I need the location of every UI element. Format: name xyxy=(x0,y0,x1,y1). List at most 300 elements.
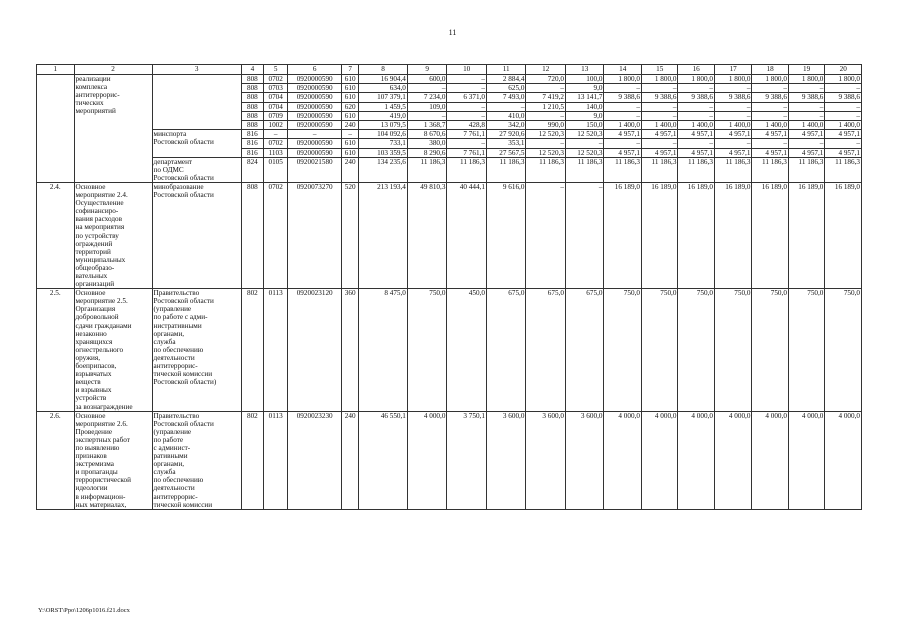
value-col-10: – xyxy=(447,75,487,84)
value-col-7: 620 xyxy=(342,102,359,111)
value-col-18: 11 186,3 xyxy=(752,157,788,182)
value-col-5: 0702 xyxy=(264,139,288,148)
value-col-9: 8 670,6 xyxy=(407,130,447,139)
value-col-9: 11 186,3 xyxy=(407,157,447,182)
value-col-18: 4 000,0 xyxy=(752,411,788,509)
row-number: 2.5. xyxy=(37,289,75,411)
value-col-10: 450,0 xyxy=(447,289,487,411)
activity-name-line: муниципальных xyxy=(75,255,126,264)
value-col-17: 1 800,0 xyxy=(714,75,752,84)
value-col-4: 808 xyxy=(241,93,263,102)
value-col-16: – xyxy=(678,139,714,148)
value-col-11: 342,0 xyxy=(486,120,526,129)
value-col-17: 9 388,6 xyxy=(714,93,752,102)
value-col-9: 750,0 xyxy=(407,289,447,411)
value-col-12: 11 186,3 xyxy=(526,157,566,182)
value-col-18: 9 388,6 xyxy=(752,93,788,102)
activity-name-line: и пропаганды xyxy=(75,468,118,477)
activity-name-line: оружия, xyxy=(75,353,101,362)
executor-dept-odms-line: департамент xyxy=(153,157,193,166)
table-row xyxy=(37,157,862,182)
value-col-10: 40 444,1 xyxy=(447,182,487,288)
activity-name-line: Проведение xyxy=(75,427,113,436)
value-col-12: 1 210,5 xyxy=(526,102,566,111)
executor-name-line: Ростовской области xyxy=(153,297,214,306)
value-col-17: 11 186,3 xyxy=(714,157,752,182)
value-col-20: – xyxy=(825,102,862,111)
value-col-15: – xyxy=(641,139,677,148)
value-col-6: 0920023120 xyxy=(288,289,342,411)
value-col-10: – xyxy=(447,102,487,111)
activity-name-line: взрывчатых xyxy=(75,370,112,379)
value-col-14: 9 388,6 xyxy=(604,93,642,102)
value-col-19: – xyxy=(788,139,824,148)
value-col-5: 0702 xyxy=(264,182,288,288)
value-col-7: 520 xyxy=(342,182,359,288)
value-col-6: 0920000590 xyxy=(288,84,342,93)
activity-name-line: признаков xyxy=(75,452,107,461)
activity-name-line: Основное xyxy=(75,289,106,298)
value-col-12: – xyxy=(526,139,566,148)
activity-name-line: по устройству xyxy=(75,231,119,240)
value-col-18: 16 189,0 xyxy=(752,182,788,288)
executor-name-line: тической комиссии xyxy=(153,500,213,509)
value-col-14: 1 400,0 xyxy=(604,120,642,129)
activity-name-line: вания расходов xyxy=(75,215,123,224)
column-header-12: 12 xyxy=(526,65,566,75)
executor-name-line: Правительство xyxy=(153,411,200,420)
value-col-16: 4 957,1 xyxy=(678,130,714,139)
value-col-6: 0920000590 xyxy=(288,120,342,129)
value-col-4: 816 xyxy=(241,130,263,139)
value-col-6: 0920021580 xyxy=(288,157,342,182)
value-col-5: 0704 xyxy=(264,102,288,111)
executor-name-line: Ростовской области xyxy=(153,419,214,428)
value-col-11: 3 600,0 xyxy=(486,411,526,509)
value-col-15: 16 189,0 xyxy=(641,182,677,288)
value-col-13: 3 600,0 xyxy=(565,411,604,509)
executor-minsport-line: Ростовской области xyxy=(153,138,214,147)
value-col-9: 7 234,0 xyxy=(407,93,447,102)
value-col-15: 750,0 xyxy=(641,289,677,411)
value-col-19: 750,0 xyxy=(788,289,824,411)
executor-name-line: деятельности xyxy=(153,353,195,362)
value-col-7: 610 xyxy=(342,139,359,148)
value-col-18: – xyxy=(752,111,788,120)
activity-name xyxy=(74,411,152,509)
value-col-16: – xyxy=(678,111,714,120)
value-col-6: 0920000590 xyxy=(288,102,342,111)
column-header-4: 4 xyxy=(241,65,263,75)
activity-name-line: хранящихся xyxy=(75,337,113,346)
column-header-6: 6 xyxy=(288,65,342,75)
value-col-8: 104 092,6 xyxy=(359,130,408,139)
value-col-8: 46 550,1 xyxy=(359,411,408,509)
value-col-20: – xyxy=(825,84,862,93)
executor-name-line: ративными xyxy=(153,452,188,461)
value-col-10: – xyxy=(447,139,487,148)
value-col-16: 9 388,6 xyxy=(678,93,714,102)
value-col-12: 675,0 xyxy=(526,289,566,411)
activity-name-line: боеприпасов, xyxy=(75,362,117,371)
value-col-18: 1 800,0 xyxy=(752,75,788,84)
activity-name-line: антитеррорис- xyxy=(75,91,120,100)
value-col-15: 4 957,1 xyxy=(641,130,677,139)
value-col-9: 380,0 xyxy=(407,139,447,148)
value-col-14: 11 186,3 xyxy=(604,157,642,182)
activity-name-line: мероприятие 2.4. xyxy=(75,191,128,200)
column-header-14: 14 xyxy=(604,65,642,75)
value-col-18: – xyxy=(752,84,788,93)
activity-name-line: Основное xyxy=(75,182,106,191)
value-col-14: – xyxy=(604,102,642,111)
header-row xyxy=(37,65,862,75)
value-col-9: 109,0 xyxy=(407,102,447,111)
executor-minsport xyxy=(152,130,241,158)
executor-cell xyxy=(152,75,241,130)
value-col-8: 13 079,5 xyxy=(359,120,408,129)
value-col-13: 12 520,3 xyxy=(565,130,604,139)
value-col-4: 816 xyxy=(241,139,263,148)
executor-name-line: нистративными xyxy=(153,321,202,330)
value-col-14: 16 189,0 xyxy=(604,182,642,288)
column-header-18: 18 xyxy=(752,65,788,75)
activity-name xyxy=(74,75,152,183)
value-col-15: – xyxy=(641,84,677,93)
value-col-16: 16 189,0 xyxy=(678,182,714,288)
value-col-9: 49 810,3 xyxy=(407,182,447,288)
executor-name-line: по работе с адми- xyxy=(153,313,208,322)
value-col-9: 1 368,7 xyxy=(407,120,447,129)
table-row-row-2-4 xyxy=(37,182,862,288)
value-col-16: 1 400,0 xyxy=(678,120,714,129)
value-col-20: – xyxy=(825,139,862,148)
value-col-19: 9 388,6 xyxy=(788,93,824,102)
value-col-4: 816 xyxy=(241,148,263,157)
value-col-14: 4 957,1 xyxy=(604,148,642,157)
value-col-6: 0920000590 xyxy=(288,148,342,157)
value-col-18: 1 400,0 xyxy=(752,120,788,129)
value-col-13: – xyxy=(565,139,604,148)
value-col-7: 240 xyxy=(342,157,359,182)
value-col-16: – xyxy=(678,102,714,111)
activity-name-line: веществ xyxy=(75,378,101,387)
column-header-8: 8 xyxy=(359,65,408,75)
value-col-12: – xyxy=(526,111,566,120)
value-col-8: 634,0 xyxy=(359,84,408,93)
value-col-7: 610 xyxy=(342,111,359,120)
executor-name-line: антитеррорис- xyxy=(153,492,198,501)
activity-name-line: ных материалах, xyxy=(75,500,127,509)
row-number: 2.4. xyxy=(37,182,75,288)
value-col-8: 103 359,5 xyxy=(359,148,408,157)
activity-name-line: софинансиро- xyxy=(75,207,119,216)
activity-name-line: на мероприятия xyxy=(75,223,125,232)
value-col-20: 9 388,6 xyxy=(825,93,862,102)
value-col-12: – xyxy=(526,84,566,93)
value-col-20: – xyxy=(825,111,862,120)
activity-name-line: огнестрельного xyxy=(75,345,124,354)
value-col-7: 610 xyxy=(342,93,359,102)
activity-name-line: по выявлению xyxy=(75,443,120,452)
executor-name-line: по обеспечению xyxy=(153,476,204,485)
value-col-8: 8 475,0 xyxy=(359,289,408,411)
value-col-6: 0920000590 xyxy=(288,111,342,120)
value-col-16: 4 957,1 xyxy=(678,148,714,157)
value-col-19: 1 800,0 xyxy=(788,75,824,84)
value-col-18: – xyxy=(752,102,788,111)
column-header-11: 11 xyxy=(486,65,526,75)
value-col-10: – xyxy=(447,84,487,93)
value-col-14: – xyxy=(604,84,642,93)
value-col-17: 16 189,0 xyxy=(714,182,752,288)
activity-name-line: мероприятие 2.5. xyxy=(75,297,128,306)
executor-name-line: тической комиссии xyxy=(153,370,213,379)
column-header-15: 15 xyxy=(641,65,677,75)
value-col-9: 8 290,6 xyxy=(407,148,447,157)
value-col-5: 0709 xyxy=(264,111,288,120)
activity-name-line: незаконно xyxy=(75,329,107,338)
value-col-13: 12 520,3 xyxy=(565,148,604,157)
value-col-15: 1 800,0 xyxy=(641,75,677,84)
value-col-6: 0920000590 xyxy=(288,75,342,84)
value-col-15: 9 388,6 xyxy=(641,93,677,102)
value-col-11: – xyxy=(486,102,526,111)
budget-table xyxy=(36,64,862,510)
value-col-14: – xyxy=(604,111,642,120)
column-header-1: 1 xyxy=(37,65,75,75)
value-col-4: 808 xyxy=(241,111,263,120)
value-col-16: 11 186,3 xyxy=(678,157,714,182)
value-col-7: 240 xyxy=(342,120,359,129)
value-col-4: 808 xyxy=(241,120,263,129)
activity-name-line: общеобразо- xyxy=(75,263,115,272)
activity-name-line: и взрывных xyxy=(75,386,112,395)
value-col-17: 1 400,0 xyxy=(714,120,752,129)
value-col-14: 4 957,1 xyxy=(604,130,642,139)
value-col-10: 428,8 xyxy=(447,120,487,129)
footer-file-path: Y:\ORST\Ppo\1206p1016.f21.docx xyxy=(38,607,130,614)
executor-dept-odms xyxy=(152,157,241,182)
executor-name-line: минобразование xyxy=(153,182,204,191)
table-body xyxy=(37,65,862,510)
executor-name-line: (управление xyxy=(153,305,192,314)
value-col-17: – xyxy=(714,139,752,148)
value-col-5: – xyxy=(264,130,288,139)
activity-name-line: тических xyxy=(75,99,104,108)
activity-name xyxy=(74,182,152,288)
value-col-19: 16 189,0 xyxy=(788,182,824,288)
executor-name-line: органами, xyxy=(153,329,185,338)
activity-name-line: Осуществление xyxy=(75,199,124,208)
value-col-18: – xyxy=(752,139,788,148)
activity-name-line: устройств xyxy=(75,394,107,403)
value-col-12: 7 419,2 xyxy=(526,93,566,102)
value-col-11: 2 884,4 xyxy=(486,75,526,84)
value-col-9: – xyxy=(407,84,447,93)
activity-name-line: добровольной xyxy=(75,313,119,322)
value-col-15: – xyxy=(641,111,677,120)
value-col-13: 13 141,7 xyxy=(565,93,604,102)
value-col-8: 213 193,4 xyxy=(359,182,408,288)
activity-name-line: идеологии xyxy=(75,484,108,493)
value-col-4: 808 xyxy=(241,182,263,288)
value-col-7: 610 xyxy=(342,84,359,93)
value-col-20: 11 186,3 xyxy=(825,157,862,182)
value-col-4: 808 xyxy=(241,75,263,84)
activity-name-line: организаций xyxy=(75,280,115,289)
value-col-14: 750,0 xyxy=(604,289,642,411)
value-col-10: 7 761,1 xyxy=(447,148,487,157)
column-header-9: 9 xyxy=(407,65,447,75)
value-col-11: 9 616,0 xyxy=(486,182,526,288)
value-col-10: 11 186,3 xyxy=(447,157,487,182)
value-col-18: 750,0 xyxy=(752,289,788,411)
value-col-12: – xyxy=(526,182,566,288)
activity-name-line: экстремизма xyxy=(75,460,114,469)
value-col-19: – xyxy=(788,102,824,111)
value-col-11: 27 567,5 xyxy=(486,148,526,157)
value-col-15: 11 186,3 xyxy=(641,157,677,182)
table-row xyxy=(37,130,862,139)
column-header-16: 16 xyxy=(678,65,714,75)
activity-name-line: мероприятие 2.6. xyxy=(75,419,128,428)
activity-name-line: комплекса xyxy=(75,83,108,92)
value-col-13: 9,0 xyxy=(565,111,604,120)
activity-name-line: территорий xyxy=(75,247,111,256)
row-number-cell xyxy=(37,75,75,183)
value-col-18: 4 957,1 xyxy=(752,130,788,139)
value-col-11: 11 186,3 xyxy=(486,157,526,182)
value-col-7: – xyxy=(342,130,359,139)
value-col-19: 4 957,1 xyxy=(788,148,824,157)
value-col-4: 808 xyxy=(241,84,263,93)
value-col-13: 150,0 xyxy=(565,120,604,129)
value-col-7: 360 xyxy=(342,289,359,411)
activity-name-line: Основное xyxy=(75,411,106,420)
table-row xyxy=(37,75,862,84)
value-col-9: – xyxy=(407,111,447,120)
column-header-20: 20 xyxy=(825,65,862,75)
executor-name-line: служба xyxy=(153,337,176,346)
value-col-5: 0703 xyxy=(264,84,288,93)
value-col-4: 802 xyxy=(241,411,263,509)
value-col-15: 4 000,0 xyxy=(641,411,677,509)
value-col-11: 27 920,6 xyxy=(486,130,526,139)
value-col-20: 1 400,0 xyxy=(825,120,862,129)
value-col-13: 140,0 xyxy=(565,102,604,111)
value-col-16: 4 000,0 xyxy=(678,411,714,509)
value-col-11: 675,0 xyxy=(486,289,526,411)
executor-name-line: органами, xyxy=(153,460,185,469)
column-header-10: 10 xyxy=(447,65,487,75)
executor-name-line: по обеспечению xyxy=(153,345,204,354)
value-col-14: 4 000,0 xyxy=(604,411,642,509)
value-col-5: 0702 xyxy=(264,75,288,84)
value-col-13: 11 186,3 xyxy=(565,157,604,182)
value-col-11: 353,1 xyxy=(486,139,526,148)
value-col-17: 750,0 xyxy=(714,289,752,411)
value-col-8: 16 904,4 xyxy=(359,75,408,84)
value-col-4: 824 xyxy=(241,157,263,182)
value-col-5: 0113 xyxy=(264,289,288,411)
executor-name-line: с админист- xyxy=(153,443,191,452)
value-col-7: 610 xyxy=(342,148,359,157)
value-col-17: 4 957,1 xyxy=(714,148,752,157)
executor-dept-odms-line: по ОДМС xyxy=(153,165,184,174)
value-col-6: – xyxy=(288,130,342,139)
value-col-20: 4 957,1 xyxy=(825,130,862,139)
activity-name-line: вательных xyxy=(75,272,108,280)
row-number: 2.6. xyxy=(37,411,75,509)
value-col-10: 3 750,1 xyxy=(447,411,487,509)
table-row-row-2-5 xyxy=(37,289,862,411)
column-header-7: 7 xyxy=(342,65,359,75)
value-col-14: – xyxy=(604,139,642,148)
value-col-20: 16 189,0 xyxy=(825,182,862,288)
column-header-3: 3 xyxy=(152,65,241,75)
value-col-12: 12 520,3 xyxy=(526,130,566,139)
activity-name-line: террористической xyxy=(75,476,131,485)
value-col-8: 107 379,1 xyxy=(359,93,408,102)
activity-name-line: в информацион- xyxy=(75,492,126,501)
value-col-17: 4 000,0 xyxy=(714,411,752,509)
value-col-20: 750,0 xyxy=(825,289,862,411)
value-col-10: 7 761,1 xyxy=(447,130,487,139)
executor-name-line: по работе xyxy=(153,435,184,444)
executor-minsport-line: минспорта xyxy=(153,130,187,139)
activity-name xyxy=(74,289,152,411)
value-col-8: 134 235,6 xyxy=(359,157,408,182)
executor-name xyxy=(152,182,241,288)
executor-name xyxy=(152,289,241,411)
executor-dept-odms-line: Ростовской области xyxy=(153,173,214,182)
activity-name-line: Организация xyxy=(75,305,116,314)
executor-name-line: Ростовской области xyxy=(153,191,214,200)
value-col-9: 600,0 xyxy=(407,75,447,84)
value-col-5: 1103 xyxy=(264,148,288,157)
value-col-8: 419,0 xyxy=(359,111,408,120)
column-header-2: 2 xyxy=(74,65,152,75)
activity-name-line: сдачи гражданами xyxy=(75,321,132,330)
value-col-17: – xyxy=(714,84,752,93)
value-col-6: 0920073270 xyxy=(288,182,342,288)
activity-name-line: мероприятий xyxy=(75,107,116,116)
value-col-13: 675,0 xyxy=(565,289,604,411)
page-number: 11 xyxy=(448,28,457,37)
value-col-10: 6 371,0 xyxy=(447,93,487,102)
executor-name-line: антитеррорис- xyxy=(153,362,198,371)
value-col-13: – xyxy=(565,182,604,288)
column-header-17: 17 xyxy=(714,65,752,75)
executor-name-line: Правительство xyxy=(153,289,200,298)
value-col-15: – xyxy=(641,102,677,111)
value-col-13: 9,0 xyxy=(565,84,604,93)
value-col-16: – xyxy=(678,84,714,93)
value-col-12: 990,0 xyxy=(526,120,566,129)
value-col-7: 240 xyxy=(342,411,359,509)
value-col-4: 802 xyxy=(241,289,263,411)
value-col-14: 1 800,0 xyxy=(604,75,642,84)
value-col-15: 1 400,0 xyxy=(641,120,677,129)
value-col-17: – xyxy=(714,102,752,111)
executor-name-line: деятельности xyxy=(153,484,195,493)
value-col-7: 610 xyxy=(342,75,359,84)
value-col-20: 4 000,0 xyxy=(825,411,862,509)
value-col-15: 4 957,1 xyxy=(641,148,677,157)
value-col-19: 4 957,1 xyxy=(788,130,824,139)
value-col-11: 410,0 xyxy=(486,111,526,120)
